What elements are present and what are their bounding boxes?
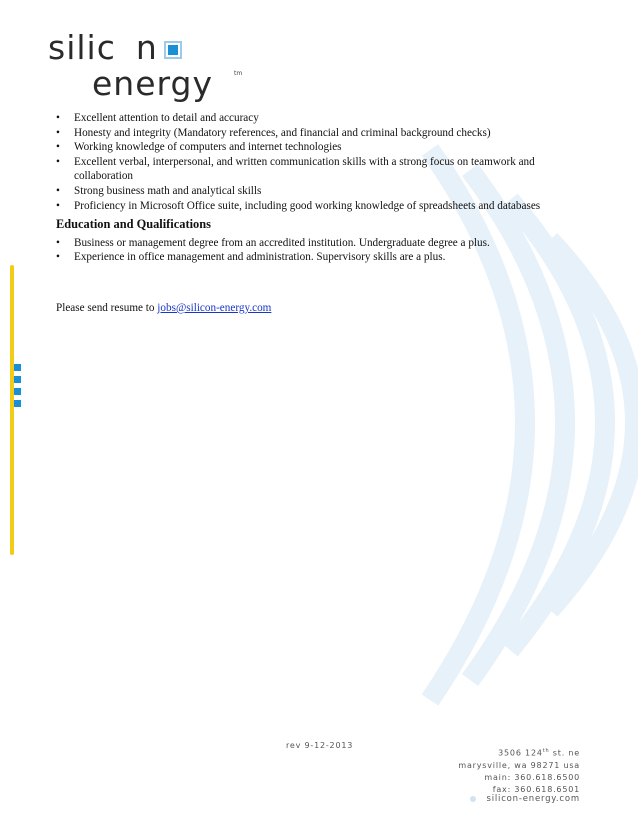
list-item: • Working knowledge of computers and internet technologies [56,141,342,154]
list-item: • Excellent attention to detail and accuracy [56,112,259,124]
globe-icon [470,796,476,802]
list-item: • Proficiency in Microsoft Office suite, including good working knowledge of spreadsheets and databases [56,199,541,212]
address-city: marysville, wa 98271 usa [458,760,580,770]
address-street: 3506 124th st. ne [498,748,580,758]
revision-date: rev 9-12-2013 [286,741,354,750]
logo-word-energy: energy [92,64,213,103]
phone-main: main: 360.618.6500 [484,772,580,782]
job-requirements [56,111,586,316]
list-item: • Honesty and integrity (Mandatory references, and financial and criminal background checks) [56,126,491,139]
education-heading: Education and Qualifications [56,217,211,232]
list-item: • Experience in office management and administration. Supervisory skills are a plus. [56,251,446,264]
logo-word-silicon: silic n [48,28,158,67]
list-item: • Excellent verbal, interpersonal, and written communication skills with a strong focus on teamwork and collaboration [56,155,535,183]
company-address [458,745,580,796]
list-item: • Strong business math and analytical skills [56,184,262,197]
side-square-1 [14,364,21,371]
logo-square-icon [163,40,183,60]
phone-fax: fax: 360.618.6501 [492,784,580,794]
resume-instructions [56,301,586,316]
logo-trademark: tm [234,70,243,77]
resume-text: Please send resume to [56,301,158,314]
resume-email-link[interactable]: jobs@silicon-energy.com [157,301,272,314]
list-item: • Business or management degree from an accredited institution. Undergraduate degree a plus. [56,236,490,249]
yellow-side-strip [10,265,14,555]
education-list [56,236,586,265]
side-square-3 [14,388,21,395]
website-link[interactable]: silicon-energy.com [486,794,580,804]
company-logo [48,28,248,108]
side-square-4 [14,400,21,407]
website [470,794,580,804]
side-square-2 [14,376,21,383]
skills-list [56,111,586,213]
